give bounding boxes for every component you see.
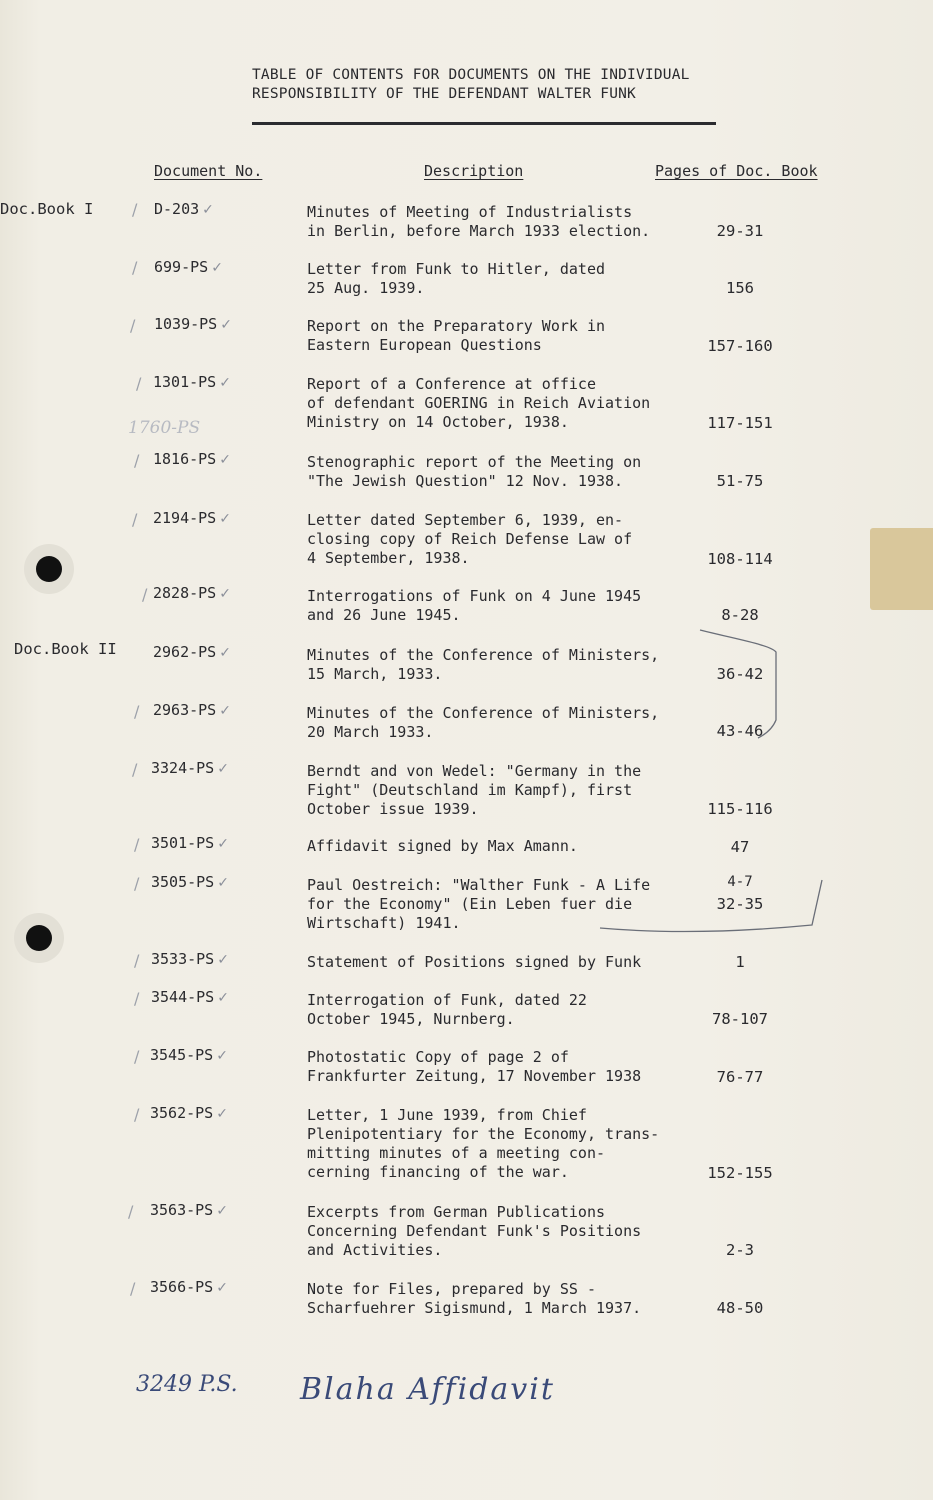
doc-pages: 48-50	[716, 1299, 764, 1317]
doc-description: Minutes of the Conference of Ministers, 20 March 1933.	[307, 704, 660, 741]
doc-number: 3533-PS ✓	[151, 950, 229, 968]
doc-description: Interrogations of Funk on 4 June 1945 and 26 June 1945.	[307, 587, 642, 624]
doc-number: 3545-PS ✓	[150, 1046, 228, 1064]
doc-number: D-203 ✓	[154, 200, 214, 218]
doc-number: 2194-PS ✓	[153, 509, 231, 527]
doc-pages: 76-77	[716, 1068, 764, 1086]
doc-number: 3544-PS ✓	[151, 988, 229, 1006]
doc-number: 1301-PS ✓	[153, 373, 231, 391]
doc-pages: 36-42	[716, 665, 764, 683]
doc-number: 1039-PS ✓	[154, 315, 232, 333]
doc-number: 3501-PS ✓	[151, 834, 229, 852]
margin-tick: /	[142, 585, 148, 604]
doc-description: Berndt and von Wedel: "Germany in the Fight" (Deutschland im Kampf), first October issue 1939.	[307, 762, 642, 818]
margin-tick: /	[130, 1279, 136, 1298]
doc-pages: 108-114	[707, 550, 773, 568]
doc-description: Statement of Positions signed by Funk	[307, 953, 642, 971]
doc-description: Letter dated September 6, 1939, en- closing copy of Reich Defense Law of 4 September, 1938.	[307, 511, 633, 567]
header-document-no: Document No.	[154, 162, 263, 180]
margin-tick: /	[136, 374, 142, 393]
doc-number: 3566-PS ✓	[150, 1278, 228, 1296]
margin-tick: /	[134, 1047, 140, 1066]
doc-number: 3562-PS ✓	[150, 1104, 228, 1122]
pencil-note: 1760-PS	[128, 418, 201, 438]
handwritten-note-right: Blaha Affidavit	[300, 1372, 555, 1407]
doc-pages: 47	[730, 838, 750, 856]
doc-description: Stenographic report of the Meeting on "The Jewish Question" 12 Nov. 1938.	[307, 453, 642, 490]
doc-description: Minutes of Meeting of Industrialists in Berlin, before March 1933 election.	[307, 203, 651, 240]
doc-pages: 51-75	[716, 472, 764, 490]
margin-tick: /	[128, 1202, 134, 1221]
margin-tick: /	[132, 760, 138, 779]
doc-number: 3324-PS ✓	[151, 759, 229, 777]
margin-tick: /	[132, 200, 138, 219]
title-line-2: RESPONSIBILITY OF THE DEFENDANT WALTER FUNK	[252, 86, 636, 102]
doc-pages: 1	[735, 953, 745, 971]
doc-number: 1816-PS ✓	[153, 450, 231, 468]
margin-tick: /	[134, 874, 140, 893]
book-label-2: Doc.Book II	[14, 640, 117, 658]
doc-pages: 78-107	[712, 1010, 768, 1028]
doc-description: Excerpts from German Publications Concerning Defendant Funk's Positions and Activities.	[307, 1203, 642, 1259]
doc-pages: 43-46	[716, 722, 764, 740]
doc-pages: 156	[726, 279, 754, 297]
doc-description: Report of a Conference at office of defendant GOERING in Reich Aviation Ministry on 14 October, 1938.	[307, 375, 651, 431]
doc-number: 2962-PS ✓	[153, 643, 231, 661]
doc-number: 2828-PS ✓	[153, 584, 231, 602]
doc-number: 2963-PS ✓	[153, 701, 231, 719]
doc-number: 699-PS ✓	[154, 258, 223, 276]
header-pages: Pages of Doc. Book	[655, 162, 818, 180]
doc-description: Minutes of the Conference of Ministers, 15 March, 1933.	[307, 646, 660, 683]
doc-pages: 115-116	[707, 800, 773, 818]
margin-tick: /	[130, 316, 136, 335]
doc-description: Letter, 1 June 1939, from Chief Plenipotentiary for the Economy, trans- mitting minutes of a meeting con- cerning financing of the war.	[307, 1106, 660, 1181]
margin-tick: /	[134, 951, 140, 970]
doc-pages: 117-151	[707, 414, 773, 432]
doc-description: Letter from Funk to Hitler, dated 25 Aug. 1939.	[307, 260, 606, 297]
margin-tick: /	[134, 1105, 140, 1124]
doc-description: Paul Oestreich: "Walther Funk - A Life for the Economy" (Ein Leben fuer die Wirtschaft) 1941.	[307, 876, 651, 932]
doc-description: Report on the Preparatory Work in Eastern European Questions	[307, 317, 606, 354]
doc-description: Interrogation of Funk, dated 22 October 1945, Nurnberg.	[307, 991, 587, 1028]
doc-description: Photostatic Copy of page 2 of Frankfurter Zeitung, 17 November 1938	[307, 1048, 642, 1085]
margin-tick: /	[134, 835, 140, 854]
margin-tick: /	[134, 451, 140, 470]
margin-tick: /	[134, 989, 140, 1008]
doc-pages: 157-160	[707, 337, 773, 355]
doc-description: Affidavit signed by Max Amann.	[307, 837, 578, 855]
handwritten-note-left: 3249 P.S.	[136, 1372, 238, 1397]
doc-number: 3563-PS ✓	[150, 1201, 228, 1219]
margin-tick: /	[132, 258, 138, 277]
header-description: Description	[424, 162, 524, 180]
margin-tick: /	[134, 702, 140, 721]
doc-pages: 152-155	[707, 1164, 773, 1182]
doc-pages: 32-35	[716, 895, 764, 913]
book-label-1: Doc.Book I	[0, 200, 94, 218]
doc-description: Note for Files, prepared by SS - Scharfuehrer Sigismund, 1 March 1937.	[307, 1280, 642, 1317]
title-line-1: TABLE OF CONTENTS FOR DOCUMENTS ON THE INDIVIDUAL	[252, 67, 690, 83]
doc-pages-extra: 4-7	[727, 874, 753, 890]
doc-pages: 2-3	[726, 1241, 754, 1259]
doc-pages: 8-28	[721, 606, 759, 624]
margin-tick: /	[132, 510, 138, 529]
doc-pages: 29-31	[716, 222, 764, 240]
doc-number: 3505-PS ✓	[151, 873, 229, 891]
